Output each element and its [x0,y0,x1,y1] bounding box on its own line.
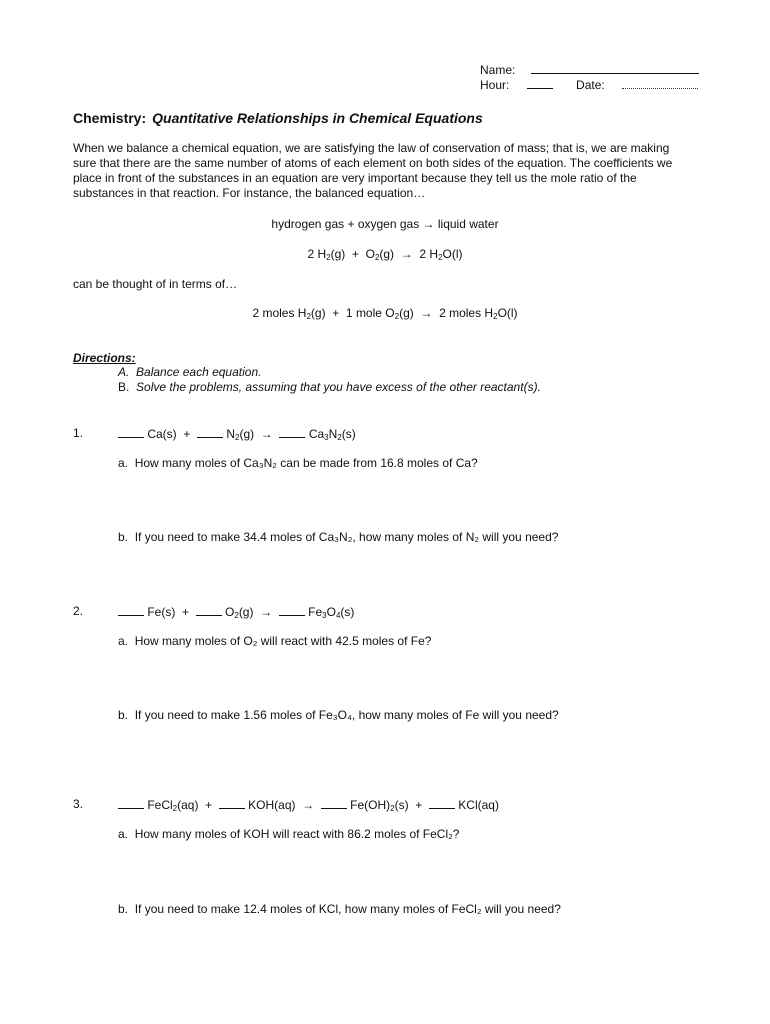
problem-1-equation: $Ca(s) + N_2(g) \to Ca_3N_2(s)$ [118,426,356,441]
problem-2-equation: $Fe(s) + O_2(g) \to Fe_3O_4(s)$ [118,604,354,619]
coef-blank[interactable] [219,797,245,809]
intro-paragraph: When we balance a chemical equation, we are satisfying the law of conservation of mass; that is, we are making sure that there are the same number of atoms of each element on both sides of the equation. The coefficients we place in front of the substances in an equation are very important because they tell us the mole ratio of the substances in that reaction. For instance, the balanced equation… [73,141,673,200]
directions-heading: Directions: [73,351,136,365]
problem-2a [118,634,431,648]
can-be-thought-text: can be thought of in terms of… [73,277,238,291]
word-equation: hydrogen gas + oxygen gas → liquid water [271,217,499,231]
coef-blank[interactable] [118,604,144,616]
date-blank[interactable] [622,77,698,89]
direction-a-text: Balance each equation. [136,365,262,379]
problem-3-number: 3. [73,797,84,811]
coef-blank[interactable] [321,797,347,809]
problem-3a [118,827,459,841]
direction-b-marker: B. [118,380,130,394]
sub-label-a: a. [118,456,129,470]
problem-1a-text: How many moles of Ca₃N₂ can be made from 16.8 moles of Ca? [134,456,478,470]
name-label: Name: [480,63,516,77]
mole-equation: 2 moles $H_2(g) + 1$ mole $O_2(g) \to 2$ moles $H_2O(l)$ [252,306,518,321]
symbol-equation: 2 $H_2(g) + O_2(g) \to 2$ $H_2O(l)$ [307,247,463,262]
coef-blank[interactable] [197,426,223,438]
coef-blank[interactable] [196,604,222,616]
problem-2b-text: If you need to make 1.56 moles of Fe₃O₄, how many moles of Fe will you need? [134,708,559,722]
problem-3b [118,902,561,916]
title-topic: Quantitative Relationships in Chemical Equations [152,110,483,126]
sub-label-b: b. [118,530,129,544]
direction-a [118,365,261,379]
hour-date-row [480,77,698,92]
coef-blank[interactable] [118,797,144,809]
name-field-row [480,62,699,77]
hour-label: Hour: [480,78,510,92]
direction-b [118,380,541,394]
problem-3b-text: If you need to make 12.4 moles of KCl, how many moles of FeCl₂ will you need? [134,902,561,916]
problem-2b [118,708,559,722]
problem-1a [118,456,478,470]
problem-1b [118,530,558,544]
sub-label-b: b. [118,708,129,722]
problem-1b-text: If you need to make 34.4 moles of Ca₃N₂, how many moles of N₂ will you need? [134,530,559,544]
date-label: Date: [576,78,605,92]
coef-blank[interactable] [279,604,305,616]
sub-label-a: a. [118,634,129,648]
page-title [73,110,483,126]
sub-label-b: b. [118,902,129,916]
problem-2a-text: How many moles of O₂ will react with 42.5 moles of Fe? [134,634,432,648]
problem-3a-text: How many moles of KOH will react with 86.2 moles of FeCl₂? [134,827,460,841]
hour-blank[interactable] [527,77,553,89]
direction-b-text: Solve the problems, assuming that you have excess of the other reactant(s). [136,380,541,394]
title-subject: Chemistry: [73,110,147,126]
coef-blank[interactable] [118,426,144,438]
problem-1-number: 1. [73,426,84,440]
sub-label-a: a. [118,827,129,841]
direction-a-marker: A. [118,365,130,379]
name-blank[interactable] [531,62,699,74]
coef-blank[interactable] [279,426,305,438]
problem-2-number: 2. [73,604,84,618]
problem-3-equation: FeCl$_2$(aq) + $KOH(aq) \to Fe(OH)_2(s) + KCl(aq)$ [118,797,499,812]
coef-blank[interactable] [429,797,455,809]
